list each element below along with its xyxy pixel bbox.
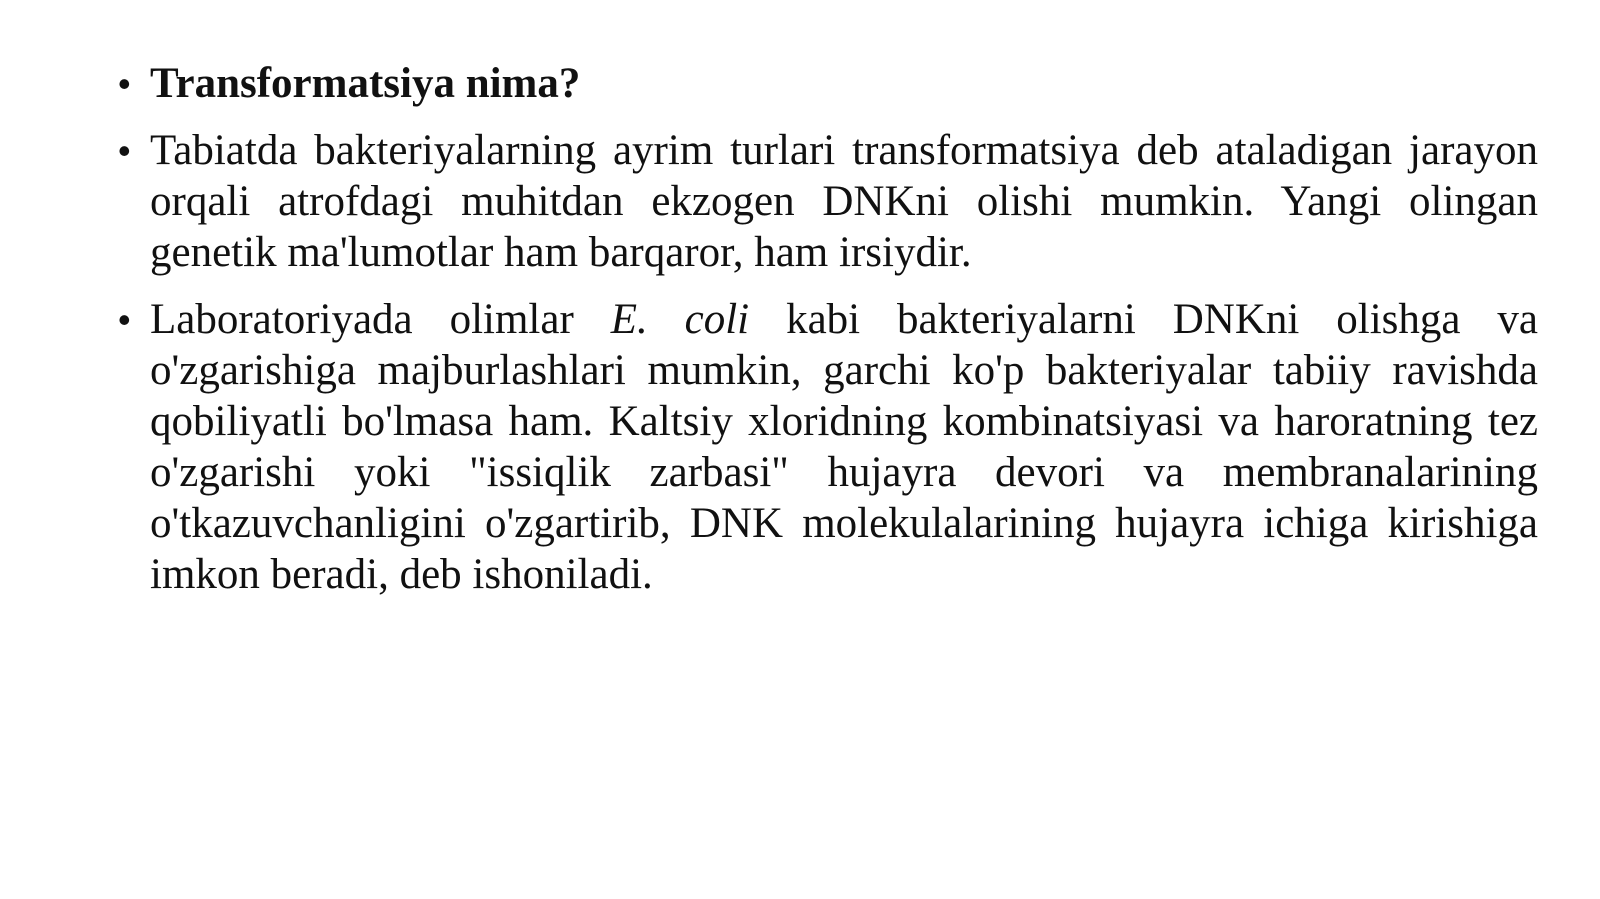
bullet-list — [118, 58, 1538, 616]
bullet-heading — [118, 58, 1538, 109]
species-name: E. coli — [610, 296, 750, 343]
bullet-icon: • — [118, 63, 131, 104]
heading-text: Transformatsiya nima? — [150, 60, 581, 107]
bullet-icon: • — [118, 299, 131, 340]
bullet-paragraph-1 — [118, 125, 1538, 278]
paragraph-2-text-end: kabi bakteriyalarni DNKni olishga va o'zgarishiga majburlashlari mumkin, garchi ko'p bakteriyalar tabiiy ravishda qobiliyatli bo'lmasa ham. Kaltsiy xloridning kombinatsiyasi va haroratning tez o'zgarishi yoki "issiqlik zarbasi" hujayra devori va membranalarining o'tkazuvchanligini o'zgartirib, DNK molekulalarining hujayra ichiga kirishiga imkon beradi, deb ishoniladi. — [150, 296, 1538, 598]
paragraph-1-text: Tabiatda bakteriyalarning ayrim turlari transformatsiya deb ataladigan jarayon orqali atrofdagi muhitdan ekzogen DNKni olishi mumkin. Yangi olingan genetik ma'lumotlar ham barqaror, ham irsiydir. — [150, 127, 1538, 276]
bullet-paragraph-2 — [118, 294, 1538, 600]
paragraph-2-text-start: Laboratoriyada olimlar — [150, 296, 611, 343]
bullet-icon: • — [118, 130, 131, 171]
